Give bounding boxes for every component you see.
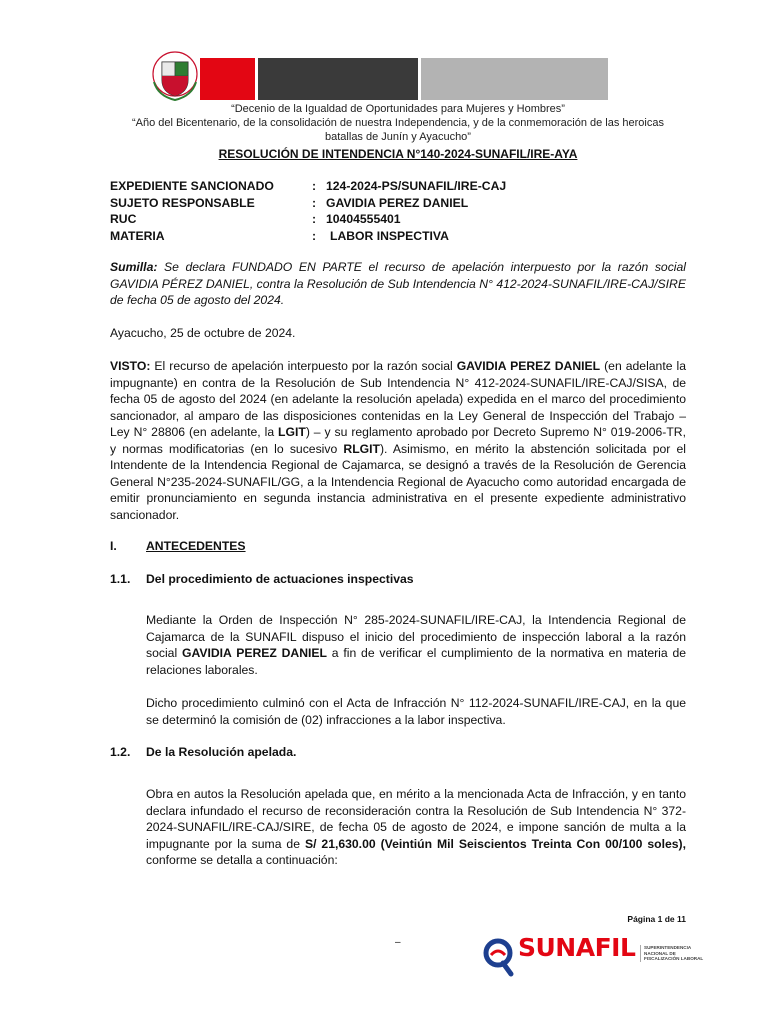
decree-line-1: “Decenio de la Igualdad de Oportunidades para Mujeres y Hombres” [231,103,565,115]
section-title: De la Resolución apelada. [146,745,297,759]
header-grey-bar [421,58,608,100]
meta-value: 124-2024-PS/SUNAFIL/IRE-CAJ [326,179,507,193]
meta-colon: : [312,228,317,243]
visto-bold-name: GAVIDIA PEREZ DANIEL [456,359,601,373]
meta-row-materia [110,228,686,245]
meta-key: EXPEDIENTE SANCIONADO [110,179,274,193]
section-number: I. [110,539,117,553]
paragraph-orden-inspeccion [146,612,686,678]
decree-line-2: “Año del Bicentenario, de la consolidación de nuestra Independencia, y de la conmemoración de las heroicas [131,117,664,129]
visto-text: ) – y su reglamento aprobado por Decreto Supremo N° 019-2006-TR, y normas modificatorias (en lo sucesivo [110,425,686,456]
place-date: Ayacucho, 25 de octubre de 2024. [110,326,296,340]
meta-key: SUJETO RESPONSABLE [110,195,255,210]
footer-dash: – [395,937,401,948]
meta-value: 10404555401 [326,212,401,226]
section-title: ANTECEDENTES [146,539,246,553]
sumilla-text: Se declara FUNDADO EN PARTE el recurso de apelación interpuesto por la razón social GAVIDIA PÉREZ DANIEL, contra la Resolución de Sub Intendencia N° 412-2024-SUNAFIL/IRE-CAJ/SIRE de fecha 05 de agosto del 2024. [110,260,686,307]
visto-paragraph [110,358,686,523]
meta-colon: : [312,212,317,226]
section-number: 1.1. [110,572,131,586]
logo-wordmark: SUNAFIL [518,933,636,962]
visto-text: El recurso de apelación interpuesto por la razón social [150,359,457,373]
magnifier-logo-icon [482,936,516,978]
visto-text: (en adelante la impugnante) en contra de la Resolución de Sub Intendencia N° 412-2024-SUNAFIL/IRE-CAJ/SISA, de fecha 05 de agosto del 2024 (en adelante la resolución apelada) expedida en el marco del procedimiento sancionador, al amparo de las disposiciones contenidas en la Ley General de Inspección del Trabajo – Ley N° 28806 (en adelante, la [110,359,686,439]
meta-colon: : [312,195,317,210]
header-dark-bar [258,58,418,100]
paragraph-text: conforme se detalla a continuación: [146,853,338,867]
section-number: 1.2. [110,745,131,759]
meta-value: LABOR INSPECTIVA [330,228,449,243]
paragraph-bold-name: GAVIDIA PEREZ DANIEL [181,646,327,660]
paragraph-resolucion-apelada [146,786,686,869]
meta-row-expediente [110,178,686,195]
page-number: Página 1 de 11 [627,914,686,924]
logo-tagline: SUPERINTENDENCIA NACIONAL DE FISCALIZACIÓN LABORAL [640,945,704,962]
header-red-bar [200,58,255,100]
meta-value: GAVIDIA PEREZ DANIEL [326,195,469,210]
meta-key: MATERIA [110,228,165,243]
meta-row-sujeto [110,195,686,212]
coat-of-arms-icon [150,48,200,104]
visto-text: ). Asimismo, en mérito la abstención solicitada por el Intendente de la Intendencia Regional de Cajamarca, se designó a través de la Resolución de Gerencia General N°235-2024-SUNAFIL/GG, a la Intendencia Regional de Ayacucho como autoridad encargada de emitir pronunciamiento en segunda instancia administrativa en el presente expediente administrativo sancionador. [110,441,686,522]
paragraph-text: a fin de verificar el cumplimiento de la normativa en materia de relaciones laborales. [146,646,687,677]
meta-key: RUC [110,212,137,226]
paragraph-text: Obra en autos la Resolución apelada que, en mérito a la mencionada Acta de Infracción, y en tanto declara infundado el recurso de reconsideración contra la Resolución de Sub Intendencia N° 372-2024-SUNAFIL/IRE-CAJ/SIRE, de fecha 05 de agosto de 2024, e impone sanción de multa a la impugnante por la suma de [146,787,686,851]
paragraph-text: Mediante la Orden de Inspección N° 285-2024-SUNAFIL/IRE-CAJ, la Intendencia Regional de Cajamarca de la SUNAFIL dispuso el inicio del procedimiento de inspección laboral a la razón social [146,613,686,660]
visto-bold-lgit: LGIT [278,425,306,439]
decree-line-3: batallas de Junín y Ayacucho” [325,131,471,143]
meta-row-ruc [110,211,686,228]
paragraph-bold-amount: S/ 21,630.00 (Veintiún Mil Seiscientos Treinta Con 00/100 soles), [304,836,686,851]
sunafil-logo [482,933,704,978]
sumilla-paragraph [110,259,686,309]
meta-colon: : [312,179,317,193]
section-title: Del procedimiento de actuaciones inspectivas [146,572,414,586]
visto-label: VISTO: [110,359,151,373]
resolution-title: RESOLUCIÓN DE INTENDENCIA N°140-2024-SUNAFIL/IRE-AYA [218,147,578,161]
visto-bold-rlgit: RLGIT [343,441,380,456]
sumilla-label: Sumilla: [110,260,158,274]
paragraph-acta-infraccion: Dicho procedimiento culminó con el Acta de Infracción N° 112-2024-SUNAFIL/IRE-CAJ, en la que se determinó la comisión de (02) infracciones a la labor inspectiva. [146,696,686,727]
